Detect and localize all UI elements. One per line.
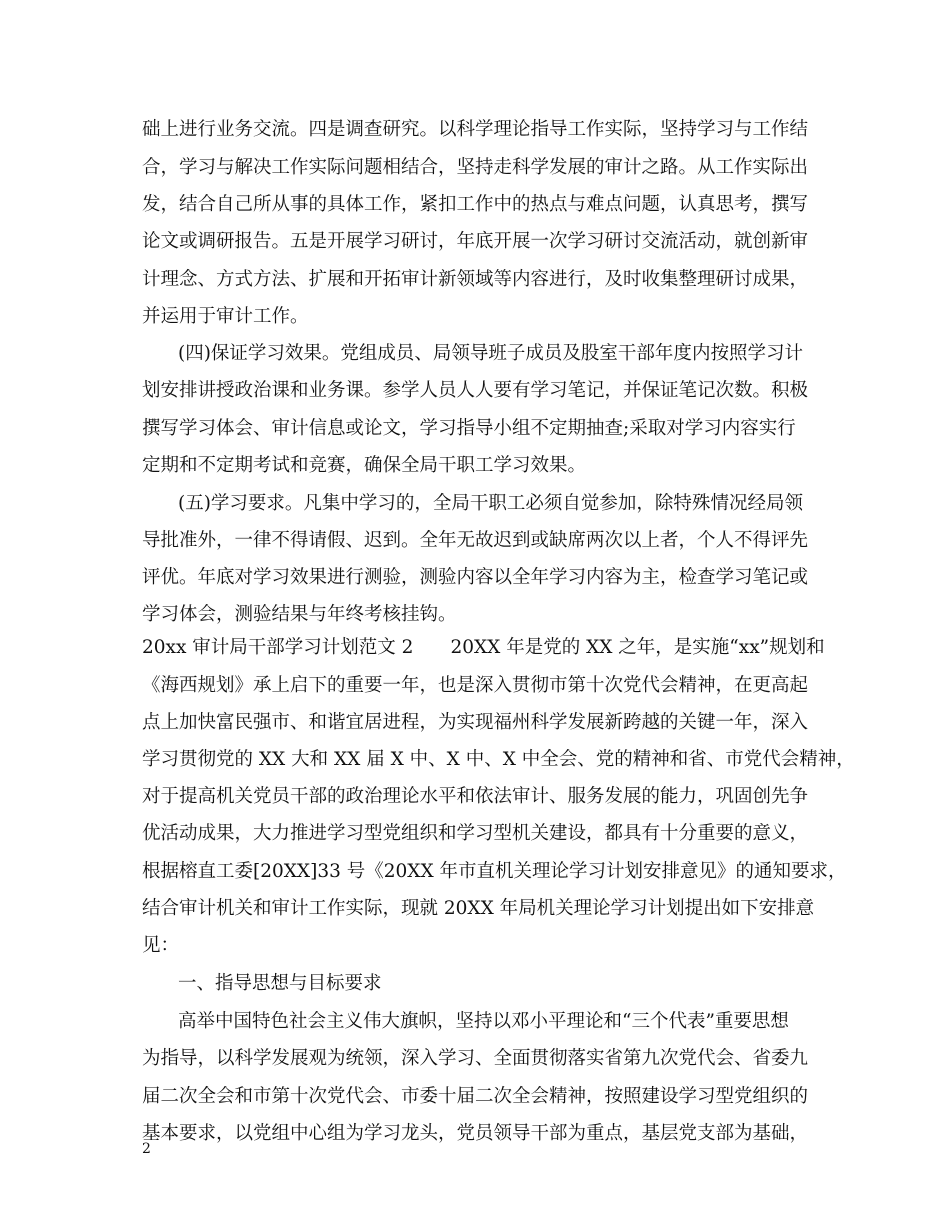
text-line: 学习贯彻党的 XX 大和 XX 届 X 中、X 中、X 中全会、党的精神和省、市党代会精神， (142, 749, 855, 770)
text-line: 评优。年底对学习效果进行测验，测验内容以全年学习内容为主，检查学习笔记或 (142, 567, 809, 588)
text-line: 20xx 审计局干部学习计划范文 2 20XX 年是党的 XX 之年，是实施“xx”规划和 (142, 637, 825, 658)
text-line: 撰写学习体会、审计信息或论文，学习指导小组不定期抽查;采取对学习内容实行 (142, 418, 796, 439)
section-heading: 一、指导思想与目标要求 (178, 973, 382, 994)
text-line: 定期和不定期考试和竞赛，确保全局干职工学习效果。 (142, 455, 587, 476)
text-line: 优活动成果，大力推进学习型党组织和学习型机关建设，都具有十分重要的意义， (142, 823, 809, 844)
text-line: 合，学习与解决工作实际问题相结合，坚持走科学发展的审计之路。从工作实际出 (142, 157, 809, 178)
text-line: 根据榕直工委[20XX]33 号《20XX 年市直机关理论学习计划安排意见》的通知要求， (142, 861, 847, 882)
text-line: 导批准外，一律不得请假、迟到。全年无故迟到或缺席两次以上者，个人不得评先 (142, 530, 809, 551)
text-line: 学习体会，测验结果与年终考核挂钩。 (142, 604, 457, 625)
text-line: 结合审计机关和审计工作实际，现就 20XX 年局机关理论学习计划提出如下安排意 (142, 898, 815, 919)
text-line: 见： (142, 935, 180, 956)
text-line: (五)学习要求。凡集中学习的，全局干职工必须自觉参加，除特殊情况经局领 (178, 493, 803, 514)
text-line: 高举中国特色社会主义伟大旗帜，坚持以邓小平理论和“三个代表”重要思想 (178, 1011, 789, 1032)
text-line: 计理念、方式方法、扩展和开拓审计新领域等内容进行，及时收集整理研讨成果， (142, 269, 809, 290)
text-line: 点上加快富民强市、和谐宜居进程，为实现福州科学发展新跨越的关键一年，深入 (142, 712, 809, 733)
text-line: 为指导，以科学发展观为统领，深入学习、全面贯彻落实省第九次党代会、省委九 (142, 1048, 809, 1069)
text-line: 础上进行业务交流。四是调查研究。以科学理论指导工作实际，坚持学习与工作结 (142, 119, 809, 140)
text-line: 《海西规划》承上启下的重要一年，也是深入贯彻市第十次党代会精神，在更高起 (142, 675, 809, 696)
text-line: 届二次全会和市第十次党代会、市委十届二次全会精神，按照建设学习型党组织的 (142, 1086, 809, 1107)
text-line: 发，结合自己所从事的具体工作，紧扣工作中的热点与难点问题，认真思考，撰写 (142, 194, 809, 215)
page-number: 2 (142, 1141, 151, 1157)
text-line: 划安排讲授政治课和业务课。参学人员人人要有学习笔记，并保证笔记次数。积极 (142, 380, 809, 401)
text-line: 并运用于审计工作。 (142, 306, 309, 327)
text-line: (四)保证学习效果。党组成员、局领导班子成员及股室干部年度内按照学习计 (178, 343, 803, 364)
text-line: 对于提高机关党员干部的政治理论水平和依法审计、服务发展的能力，巩固创先争 (142, 786, 809, 807)
text-line: 论文或调研报告。五是开展学习研讨，年底开展一次学习研讨交流活动，就创新审 (142, 231, 809, 252)
text-line: 基本要求，以党组中心组为学习龙头，党员领导干部为重点，基层党支部为基础， (142, 1123, 809, 1144)
